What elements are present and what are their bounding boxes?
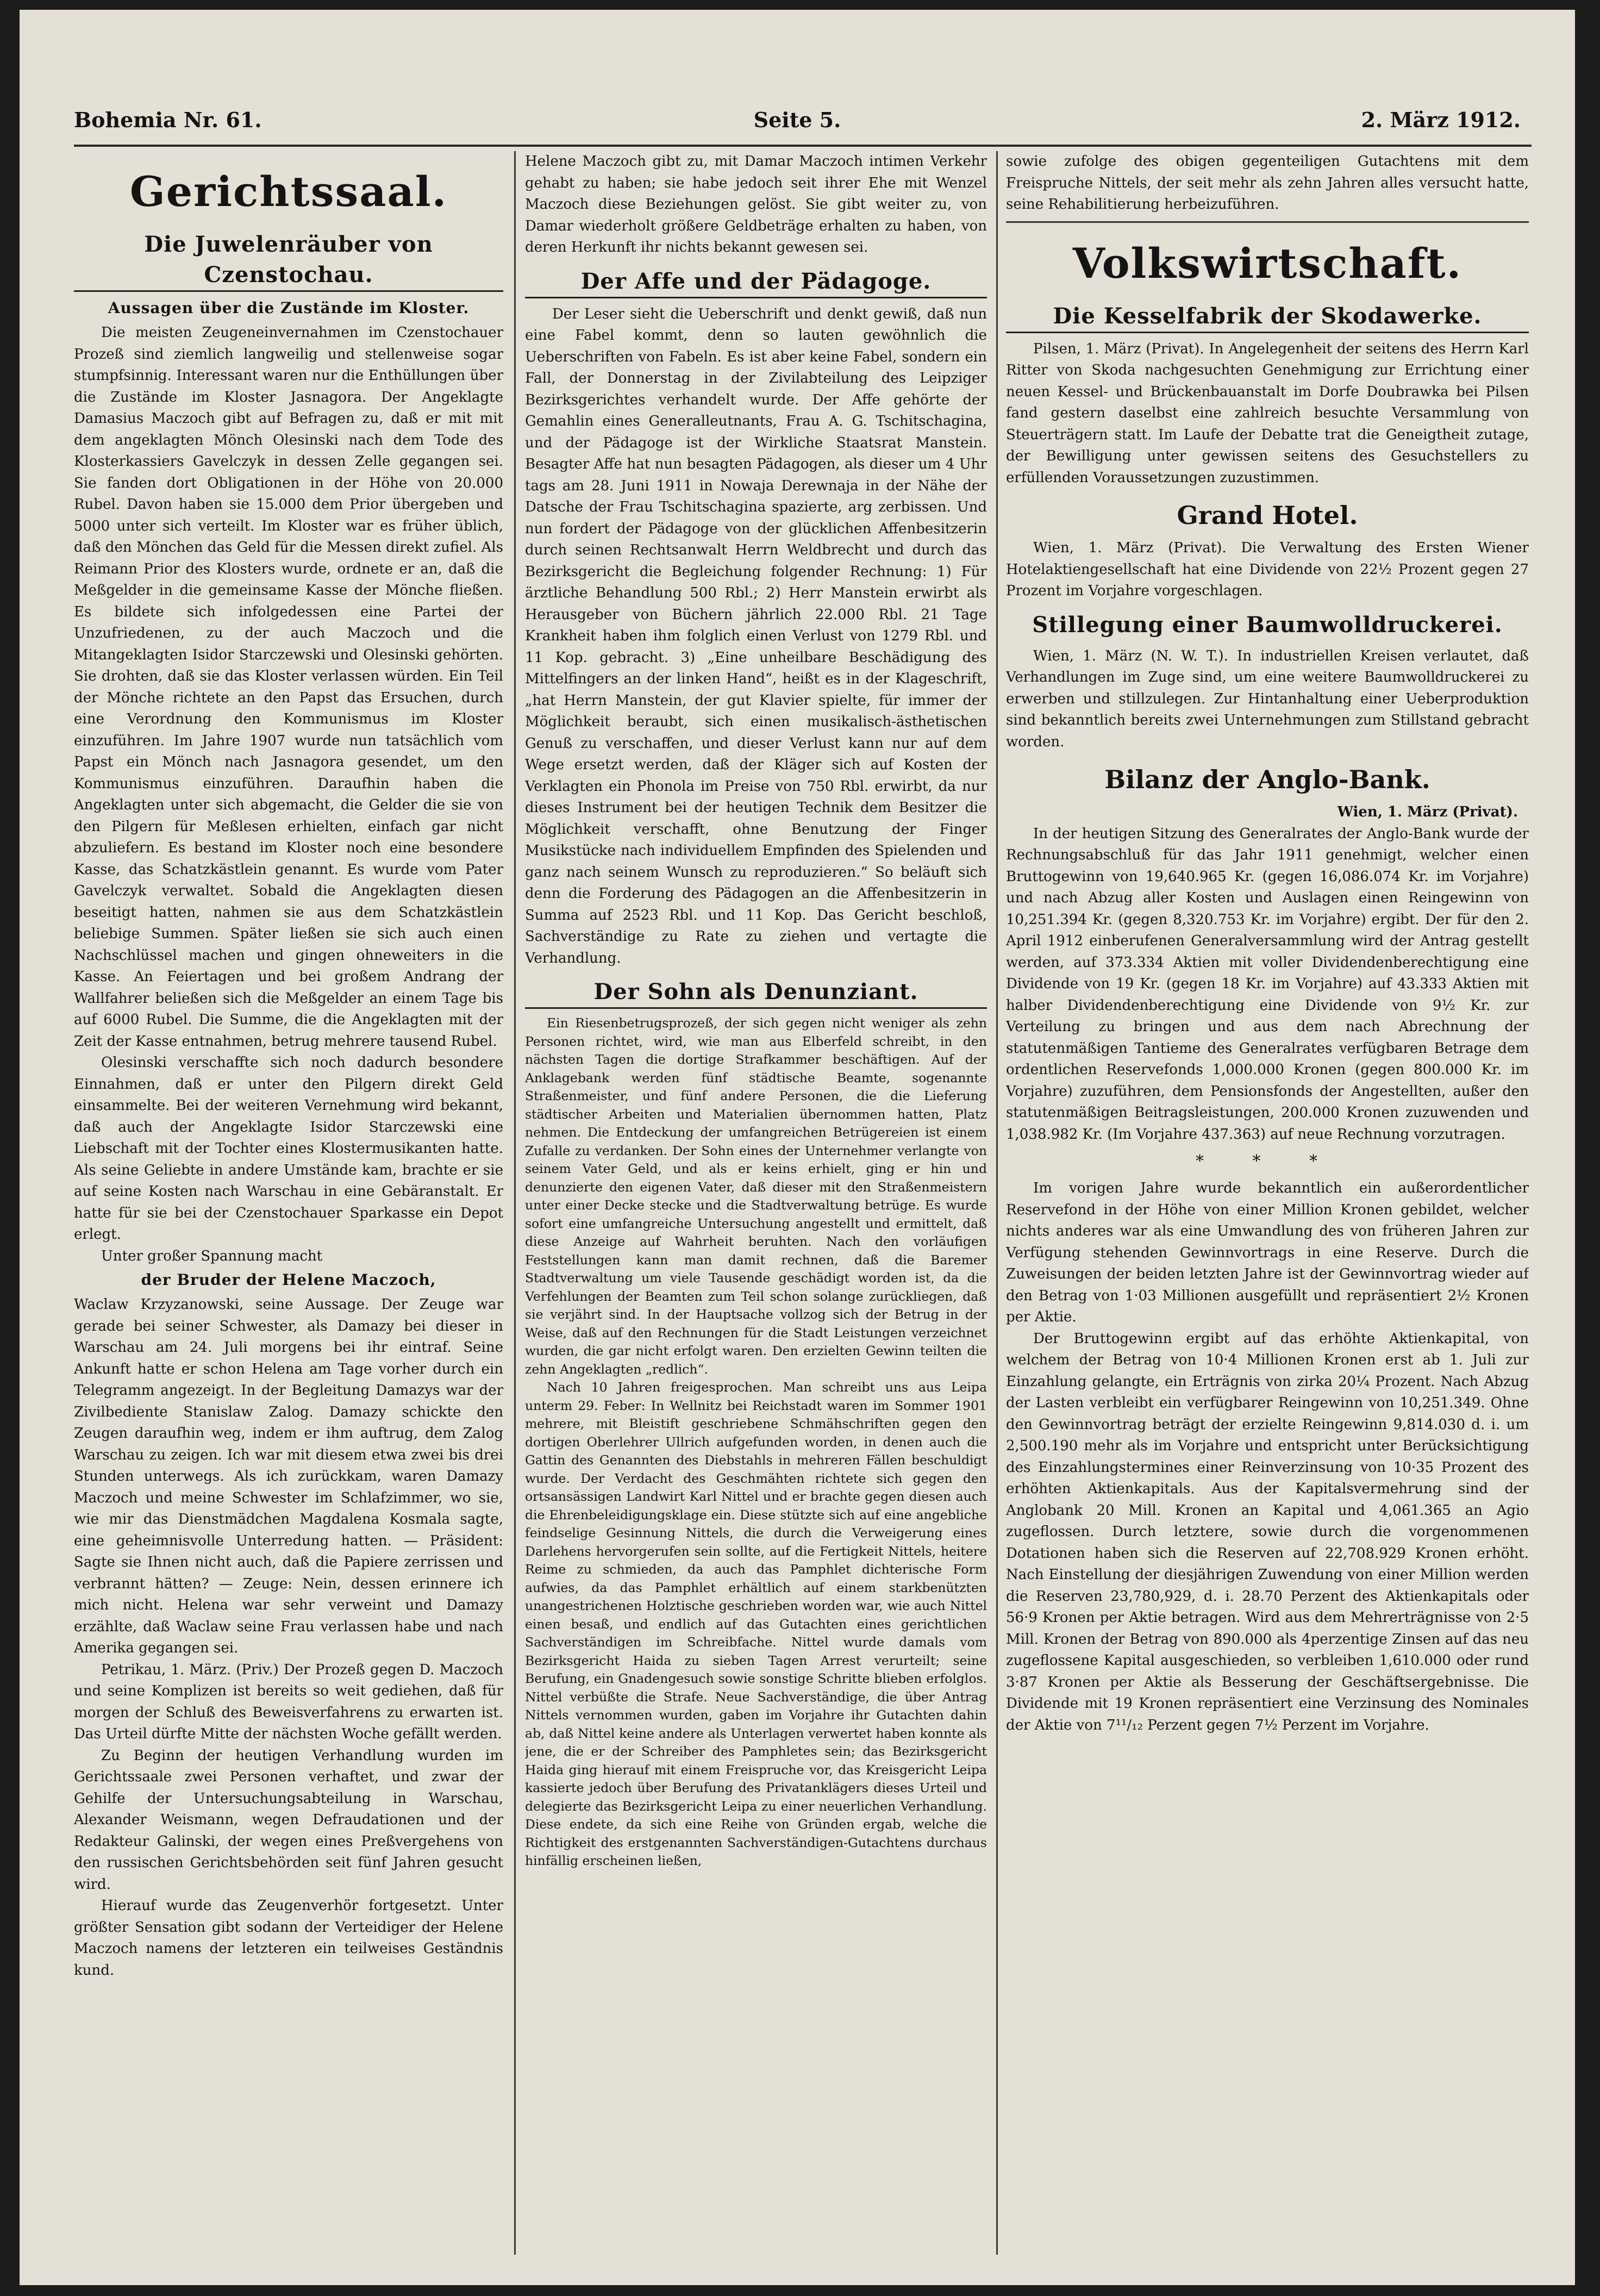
header-date: 2. März 1912. <box>1361 108 1521 132</box>
paragraph: sowie zufolge des obigen gegenteiligen Gutachtens mit dem Freispruche Nittels, der seit mehr als zehn Jahren alles versucht hatte, seine Rehabilitierung herbeizuführen. <box>1006 153 1529 213</box>
article-title-anglo-bank: Bilanz der Anglo-Bank. <box>1104 765 1430 794</box>
article-title-grand-hotel: Grand Hotel. <box>1177 501 1358 530</box>
paragraph: Ein Riesenbetrugsprozeß, der sich gegen nicht weniger als zehn Personen richtet, wird, wie man aus Elberfeld schreibt, in den nächsten Tagen die dortige Strafkammer beschäftigen. Auf der Anklagebank werden fünf städtische Beamte, sogenannte Straßenmeister, und fünf andere Personen, die die Lieferung städtischer Arbeiten und Materialien übernommen hatten, Platz nehmen. Die Entdeckung der umfangreichen Betrügereien ist einem Zufalle zu verdanken. Der Sohn eines der Unternehmer verlangte von seinem Vater Geld, und als er keins erhielt, ging er hin und denunzierte den eigenen Vater, daß dieser mit den Straßenmeistern unter einer Decke stecke und die Stadtverwaltung betrüge. Es wurde sofort eine umfangreiche Untersuchung angestellt und ermittelt, daß diese Anzeige auf Wahrheit beruhten. Nach den vorläufigen Feststellungen kann man damit rechnen, daß die Baremer Stadtverwaltung um viele Tausende geschädigt worden ist, da die Verfehlungen der Beamten zum Teil schon solange zurückliegen, daß sie verjährt sind. In der Hauptsache vollzog sich der Betrug in der Weise, daß auf den Rechnungen für die Stadt Leistungen verzeichnet wurden, die gar nicht erfolgt waren. Den erzielten Gewinn teilten die zehn Angeklagten „redlich“. <box>525 1015 987 1377</box>
paragraph: Der Bruttogewinn ergibt auf das erhöhte Aktienkapital, von welchem der Betrag von 10·4 Millionen Kronen erst ab 1. Juli zur Einzahlung gelangte, ein Erträgnis von zirka 20¼ Prozent. Nach Abzug der Lasten verbleibt ein verfügbarer Reingewinn von 10,251.349. Ohne den Gewinnvortrag beträgt der erzielte Reingewinn 9,814.030 d. i. um 2,500.190 mehr als im Vorjahre und entspricht unter Berücksichtigung des Einzahlungstermines einer Reinverzinsung von 10·35 Prozent des erhöhten Aktienkapitals. Aus der Kapitalsvermehrung sind der Anglobank 20 Mill. Kronen an Kapital und 4,061.365 an Agio zugeflossen. Durch letztere, sowie durch die vorgenommenen Dotationen haben sich die Reserven auf 22,708.929 Kronen erhöht. Nach Einstellung der diesjährigen Zuwendung von einer Million werden die Reserven 23,780,929, d. i. 28.70 Perzent des Aktienkapitals oder 56·9 Kronen per Aktie betragen. Wird aus dem Mehrerträgnisse von 2·5 Mill. Kronen der Betrag von 890.000 als 4perzentige Zinsen auf das neu zugeflossene Kapital ausgeschieden, so verbleiben 1,610.000 oder rund 3·87 Kronen per Aktie als Besserung der Geschäftsergebnisse. Die Dividende mit 19 Kronen repräsentiert eine Verzinsung des Nominales der Aktie von 7¹¹/₁₂ Perzent gegen 7½ Perzent im Vorjahre. <box>1006 1330 1529 1733</box>
column-2 <box>525 151 987 2255</box>
paragraph: Unter großer Spannung macht <box>101 1247 323 1264</box>
running-header <box>74 108 1521 146</box>
dateline: Wien, 1. März (Privat). <box>1337 804 1518 820</box>
header-rule <box>74 145 1532 147</box>
article-subtitle: Aussagen über die Zustände im Kloster. <box>108 299 470 317</box>
divider <box>1006 221 1529 223</box>
paragraph: Hierauf wurde das Zeugenverhör fortgesetzt. Unter größter Sensation gibt sodann der Verteidiger der Helene Maczoch namens der letzteren ein teilweises Geständnis kund. <box>74 1898 503 1979</box>
paragraph: Pilsen, 1. März (Privat). In Angelegenheit der seitens des Herrn Karl Ritter von Skoda nachgesuchten Genehmigung zur Errichtung einer neuen Kessel- und Brückenbauanstalt im Dorfe Doubrawka bei Pilsen fand gestern daselbst eine zahlreich besuchte Versammlung von Steuerträgern statt. Im Laufe der Debatte trat die Geneigtheit zutage, der Bewilligung unter gewissen seitens des Gesuchstellers zu erfüllenden Voraussetzungen zuzustimmen. <box>1006 340 1529 486</box>
column-3 <box>1006 151 1529 2255</box>
paragraph: In der heutigen Sitzung des Generalrates der Anglo-Bank wurde der Rechnungsabschluß für das Jahr 1911 genehmigt, welcher einen Bruttogewinn von 19,640.965 Kr. (gegen 16,086.074 Kr. im Vorjahre) und nach Abzug aller Kosten und Auslagen einen Reingewinn von 10,251.394 Kr. (gegen 8,320.753 Kr. im Vorjahre) ergibt. Der für den 2. April 1912 einberufenen Generalversammlung wird der Antrag gestellt werden, auf 373.334 Aktien mit voller Dividendenberechtigung eine Dividende von 19 Kr. (gegen 18 Kr. im Vorjahre) auf 43.333 Aktien mit halber Dividendenberechtigung eine Dividende von 9½ Kr. zur Verteilung zu bringen und aus dem nach Abrechnung der statutenmäßigen Tantieme des Generalrates verfügbaren Betrage dem ordentlichen Reservefonds 1,000.000 Kronen (gegen 800.000 Kr. im Vorjahre) zuzuführen, dem Pensionsfonds der Angestellten, außer den statutenmäßigen Beitragsleistungen, 200.000 Kronen zuzuwenden und 1,038.982 Kr. (Im Vorjahre 437.363) auf neue Rechnung vorzutragen. <box>1006 825 1529 1143</box>
paragraph: Der Leser sieht die Ueberschrift und denkt gewiß, daß nun eine Fabel kommt, denn so lauten gewöhnlich die Ueberschriften von Fabeln. Es ist aber keine Fabel, sondern ein Fall, der Donnerstag in der Zivilabteilung des Leipziger Bezirksgerichtes verhandelt wurde. Der Affe gehörte der Gemahlin eines Generalleutnants, Frau A. G. Tschitschagina, und der Pädagoge ist der Wirkliche Staatsrat Manstein. Besagter Affe hat nun besagten Pädagogen, als dieser um 4 Uhr tags am 28. Juni 1911 in Nowaja Derewnaja in der Nähe der Datsche der Frau Tschitschagina spazierte, arg zerbissen. Und nun fordert der Pädagoge von der glücklichen Affenbesitzerin durch seinen Rechtsanwalt Herrn Weldbrecht und durch das Bezirksgericht die Begleichung folgender Rechnung: 1) Für ärztliche Behandlung 500 Rbl.; 2) Herr Manstein erwirbt als Herausgeber von Büchern jährlich 22.000 Rbl. 21 Tage Krankheit haben ihm folglich einen Verlust von 1279 Rbl. und 11 Kop. gebracht. 3) „Eine unheilbare Beschädigung des Mittelfingers an der linken Hand“, heißt es in der Klageschrift, „hat Herrn Manstein, der gut Klavier spielte, für immer der Möglichkeit beraubt, sich einen musikalisch-ästhetischen Genuß zu verschaffen, und dieser Verlust kann nur auf dem Wege ersetzt werden, daß der Kläger sich auf Kosten der Verklagten ein Phonola im Preise von 750 Rbl. erwirbt, da nur dieses Instrument bei der heutigen Technik dem Besitzer die Möglichkeit verschafft, ohne Benutzung der Finger Musikstücke nach individuellem Empfinden des Spielenden und ganz nach seinem Wunsch zu reproduzieren.“ So beläuft sich denn die Forderung des Pädagogen an die Affenbesitzerin in Summa auf 2523 Rbl. und 11 Kop. Das Gericht beschloß, Sachverständige zu Rate zu ziehen und vertagte die Verhandlung. <box>525 305 987 966</box>
paragraph: Nach 10 Jahren freigesprochen. Man schreibt uns aus Leipa unterm 29. Feber: In Wellnitz bei Reichstadt waren im Sommer 1901 mehrere, mit Bleistift geschriebene Schmähschriften gegen den dortigen Oberlehrer Ullrich aufgefunden worden, in denen auch die Gattin des Genannten des Diebstahls in mehreren Fällen beschuldigt wurde. Der Verdacht des Geschmähten richtete sich gegen den ortsansässigen Landwirt Karl Nittel und er brachte gegen diesen auch die Ehrenbeleidigungsklage ein. Diese stützte sich auf eine angebliche feindselige Gesinnung Nittels, die durch die Verweigerung eines Darlehens hervorgerufen sein sollte, auf die Fertigkeit Nittels, heitere Reime zu schmieden, da auch das Pamphlet dichterische Form aufwies, da das Pamphlet erhältlich auf einem starkbenützten unangestrichenen Holztische geschrieben worden war, wie auch Nittel einen besaß, und endlich auf das Gutachten eines gerichtlichen Sachverständigen im Schreibfache. Nittel wurde damals vom Bezirksgericht Haida zu sieben Tagen Arrest verurteilt; seine Berufung, ein Gnadengesuch sowie sonstige Schritte blieben erfolglos. Nittel verbüßte die Strafe. Neue Sachverständige, die über Antrag Nittels vernommen wurden, gaben im Vorjahre ihr Gutachten dahin ab, daß Nittel keine andere als Unterlagen verwertet haben konnte als jene, die er der Schreiber des Pamphletes sein; das Bezirksgericht Haida ging hierauf mit einem Freispruche vor, das Kreisgericht Leipa kassierte jedoch über Berufung des Privatanklägers dieses Urteil und delegierte das Bezirksgericht Leipa zu einer neuerlichen Verhandlung. Diese endete, da sich eine Reihe von Gründen ergab, welche die Richtigkeit des erstgenannten Sachverständigen-Gutachtens durchaus hinfällig erscheinen ließen, <box>525 1380 987 1868</box>
paragraph: Wien, 1. März (Privat). Die Verwaltung des Ersten Wiener Hotelaktiengesellschaft hat eine Dividende von 22½ Prozent gegen 27 Prozent im Vorjahre vorgeschlagen. <box>1006 540 1529 599</box>
header-page-number: Seite 5. <box>753 108 841 132</box>
column-divider <box>514 151 516 2255</box>
paragraph: Die meisten Zeugeneinvernahmen im Czenstochauer Prozeß sind ziemlich langweilig und stellenweise sogar stumpfsinnig. Interessant waren nur die Enthüllungen über die Zustände im Kloster Jasnagora. Der Angeklagte Damasius Maczoch gibt auf Befragen zu, daß er mit mit dem angeklagten Mönch Olesinski nach dem Tode des Klosterkassiers Gavelczyk in dessen Zelle gegangen sei. Sie fanden dort Obligationen in der Höhe von 20.000 Rubel. Davon haben sie 15.000 dem Prior übergeben und 5000 unter sich verteilt. Im Kloster war es früher üblich, daß den Mönchen das Geld für die Messen direkt zufiel. Als Reimann Prior des Klosters wurde, ordnete er an, daß die Meßgelder in die gemeinsame Kasse der Mönche fließen. Es bildete sich infolgedessen eine Partei der Unzufriedenen, zu der auch Maczoch und die Mitangeklagten Isidor Starczewski und Olesinski gehörten. Sie drohten, daß sie das Kloster verlassen würden. Ein Teil der Mönche richtete an den Papst das Ersuchen, durch eine Verordnung den Kommunismus im Kloster einzuführen. Im Jahre 1907 wurde nun tatsächlich vom Papst ein Mönch nach Jasnagora gesendet, um den Kommunismus einzuführen. Daraufhin haben die Angeklagten unter sich abgemacht, die Gelder die sie von den Pilgern für Meßlesen erhielten, einfach gar nicht abzuliefern. Es bestand im Kloster noch eine besondere Kasse, das Schatzkästlein genannt. Es wurde vom Pater Gavelczyk verwaltet. Sobald die Angeklagten diesen beseitigt hatten, nahmen sie aus dem Schatzkästlein beliebige Summen. Später ließen sie sich auch einen Nachschlüssel machen und gingen ohneweiters in die Kasse. An Feiertagen und bei großem Andrang der Wallfahrer beließen sich die Meßgelder an einem Tage bis auf 6000 Rubel. Die Summe, die die Angeklagten mit der Zeit der Kasse entnahmen, betrug mehrere tausend Rubel. <box>74 325 503 1050</box>
paragraph: Olesinski verschaffte sich noch dadurch besondere Einnahmen, daß er unter den Pilgern direkt Geld einsammelte. Bei der weiteren Vernehmung wird bekannt, daß auch der Angeklagte Isidor Starczewski eine Liebschaft mit der Tochter eines Klostermusikanten hatte. Als seine Geliebte in andere Umstände kam, brachte er sie auf seine Kosten nach Warschau in eine Gebäranstalt. Er hatte für sie bei der Czenstochauer Sparkasse ein Depot erlegt. <box>74 1055 503 1243</box>
paragraph: Helene Maczoch gibt zu, mit Damar Maczoch intimen Verkehr gehabt zu haben; sie habe jedoch seit ihrer Ehe mit Wenzel Maczoch diese Beziehungen gelöst. Sie gibt weiter zu, von Damar wiederholt größere Geldbeträge erhalten zu haben, von deren Herkunft ihr nichts bekannt gewesen sei. <box>525 153 987 255</box>
article-title-stillegung: Stillegung einer Baumwolldruckerei. <box>1032 612 1503 638</box>
article-title-affe: Der Affe und der Pädagoge. <box>525 266 987 298</box>
paragraph: Petrikau, 1. März. (Priv.) Der Prozeß gegen D. Maczoch und seine Komplizen ist bereits so weit gediehen, daß für morgen der Schluß des Beweisverfahrens zu erwarten ist. Das Urteil dürfte Mitte der nächsten Woche gefällt werden. <box>74 1661 503 1742</box>
header-paper-name: Bohemia Nr. 61. <box>74 108 262 132</box>
paragraph: Im vorigen Jahre wurde bekanntlich ein außerordentlicher Reservefond in der Höhe von einer Million Kronen gebildet, welcher nichts anderes war als eine Umwandlung des von früheren Jahren zur Verfügung stehenden Gewinnvortrags in eine Reserve. Durch die Zuweisungen der beiden letzten Jahre ist der Gewinnvortrag wieder auf den Betrag von 1·03 Millionen ausgefüllt und repräsentiert 2½ Kronen per Aktie. <box>1006 1180 1529 1325</box>
separator-asterisks: * * * <box>1195 1152 1340 1171</box>
small-print-block <box>525 1014 987 1870</box>
column-1 <box>74 151 503 2255</box>
section-title-volkswirtschaft: Volkswirtschaft. <box>1072 239 1462 288</box>
column-divider <box>996 151 998 2255</box>
newspaper-page <box>20 10 1575 2285</box>
article-title-sohn: Der Sohn als Denunziant. <box>525 977 987 1009</box>
paragraph: Zu Beginn der heutigen Verhandlung wurden im Gerichtssaale zwei Personen verhaftet, und zwar der Gehilfe der Untersuchungsabteilung in Warschau, Alexander Weismann, wegen Defraudationen und der Redakteur Galinski, der wegen eines Preßvergehens von den russischen Gerichtsbehörden seit fünf Jahren gesucht wird. <box>74 1747 503 1893</box>
subhead-bruder: der Bruder der Helene Maczoch, <box>141 1271 436 1289</box>
paragraph: Waclaw Krzyzanowski, seine Aussage. Der Zeuge war gerade bei seiner Schwester, als Damazy bei dieser in Warschau am 24. Juli morgens bei ihr eintraf. Seine Ankunft hatte er schon Helena am Tage vorher durch ein Telegramm angezeigt. In der Begleitung Damazys war der Zivilbediente Stanislaw Zalog. Damazy schickte den Zeugen daraufhin weg, indem er ihm auftrug, dem Zalog Warschau zu zeigen. Ich war mit diesem etwa zwei bis drei Stunden unterwegs. Als ich zurückkam, waren Damazy Maczoch und meine Schwester im Schlafzimmer, wo sie, wie mir das Dienstmädchen Magdalena Kosmala sagte, eine geheimnisvolle Unterredung hatten. — Präsident: Sagte sie Ihnen nicht auch, daß die Papiere zerrissen und verbrannt hätten? — Zeuge: Nein, dessen erinnere ich mich nicht. Helena war sehr verweint und Damazy erzählte, daß Waclaw seine Frau verlassen habe und nach Amerika gegangen sei. <box>74 1296 503 1656</box>
article-title-juwelenraeuber: Die Juwelenräuber von Czenstochau. <box>74 229 503 292</box>
article-title-kesselfabrik: Die Kesselfabrik der Skodawerke. <box>1006 301 1529 333</box>
section-title-gerichtssaal: Gerichtssaal. <box>129 167 448 216</box>
paragraph: Wien, 1. März (N. W. T.). In industriellen Kreisen verlautet, daß Verhandlungen im Zuge sind, um eine weitere Baumwolldruckerei zu erwerben und stillzulegen. Zur Hintanhaltung einer Ueberproduktion sind bekanntlich bereits zwei Unternehmungen zum Stillstand gebracht worden. <box>1006 647 1529 750</box>
